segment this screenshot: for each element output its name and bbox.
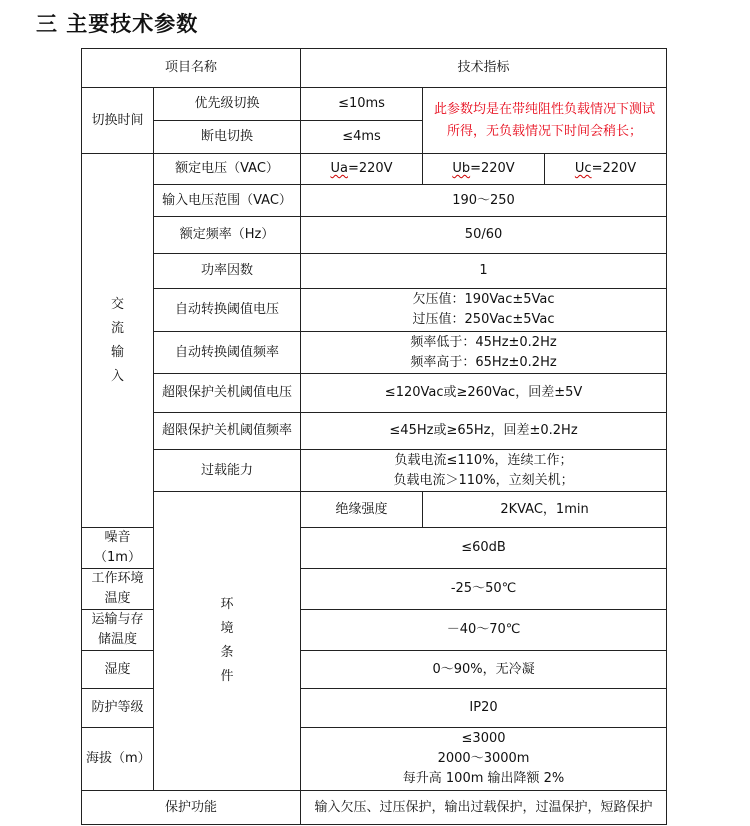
header-item-name: 项目名称 [82, 49, 301, 88]
value-line: 欠压值：190Vac±5Vac [412, 292, 555, 307]
row-label: 海拔（m） [82, 728, 154, 791]
row-value: －40～70℃ [301, 610, 667, 651]
group-char: 输 [110, 344, 124, 360]
row-label: 断电切换 [154, 121, 301, 154]
row-label: 运输与存储温度 [82, 610, 154, 651]
note-line: 此参数均是在带纯阻性负载情况下测试 [434, 101, 656, 117]
table-row [82, 450, 667, 492]
group-char: 条 [220, 645, 234, 660]
row-value: 0～90%，无冷凝 [301, 651, 667, 689]
table-row [82, 374, 667, 413]
row-label: 超限保护关机阈值电压 [154, 374, 301, 413]
row-label: 湿度 [82, 651, 154, 689]
row-label: 功率因数 [154, 254, 301, 289]
row-label: 自动转换阈值电压 [154, 289, 301, 332]
note-line: 所得，无负载情况下时间会稍长； [447, 123, 643, 139]
rated-voltage-ua: Ua=220V [301, 154, 423, 185]
value-line: 负载电流≤110%，连续工作； [394, 452, 573, 468]
table-row [82, 254, 667, 289]
value-line: 负载电流＞110%，立刻关机； [393, 472, 574, 488]
row-label: 额定频率（Hz） [154, 217, 301, 254]
row-value: ≤45Hz或≥65Hz，回差±0.2Hz [301, 413, 667, 450]
row-value: 50/60 [301, 217, 667, 254]
value-line: 过压值：250Vac±5Vac [412, 312, 555, 327]
group-switch-time: 切换时间 [82, 88, 154, 154]
row-value: 输入欠压、过压保护，输出过载保护，过温保护，短路保护 [301, 791, 667, 825]
row-value: ≤60dB [301, 528, 667, 569]
row-label: 保护功能 [82, 791, 301, 825]
value-line: 2000～3000m [437, 751, 530, 766]
row-label: 自动转换阈值频率 [154, 332, 301, 374]
header-index: 技术指标 [301, 49, 667, 88]
group-char: 件 [220, 669, 234, 684]
page-title: 三 主要技术参数 [36, 11, 199, 36]
group-char: 境 [220, 621, 234, 636]
row-value: 190～250 [301, 185, 667, 217]
row-value: IP20 [301, 689, 667, 728]
row-label: 输入电压范围（VAC） [154, 185, 301, 217]
table-row [82, 289, 667, 332]
value-line: 频率低于：45Hz±0.2Hz [410, 334, 557, 350]
row-label: 额定电压（VAC） [154, 154, 301, 185]
row-label: 优先级切换 [154, 88, 301, 121]
row-label: 超限保护关机阈值频率 [154, 413, 301, 450]
group-environment [154, 492, 301, 791]
row-label: 防护等级 [82, 689, 154, 728]
table-row [82, 791, 667, 825]
value-line: 频率高于：65Hz±0.2Hz [410, 354, 557, 370]
table-row [82, 217, 667, 254]
table-row [82, 154, 667, 185]
row-value: ≤120Vac或≥260Vac，回差±5V [301, 374, 667, 413]
row-label: 噪音（1m） [82, 528, 154, 569]
group-ac-input [82, 154, 154, 528]
group-char: 入 [110, 368, 124, 384]
row-value: ≤10ms [301, 88, 423, 121]
row-value: 1 [301, 254, 667, 289]
row-label: 绝缘强度 [301, 492, 423, 528]
row-value: ≤4ms [301, 121, 423, 154]
row-value: 2KVAC，1min [423, 492, 667, 528]
group-char: 交 [110, 296, 124, 312]
row-label: 工作环境温度 [82, 569, 154, 610]
row-value [301, 332, 667, 374]
table-row [82, 332, 667, 374]
table-header-row [82, 49, 667, 88]
group-char: 流 [110, 320, 124, 336]
table-row [82, 88, 667, 121]
row-label: 过载能力 [154, 450, 301, 492]
value-line: ≤3000 [461, 731, 506, 746]
row-value [301, 728, 667, 791]
row-value [301, 289, 667, 332]
switch-time-note [423, 88, 667, 154]
row-value: -25～50℃ [301, 569, 667, 610]
table-row [82, 185, 667, 217]
group-char: 环 [220, 597, 234, 612]
row-value [301, 450, 667, 492]
rated-voltage-ub: Ub=220V [423, 154, 545, 185]
spec-table [81, 48, 667, 825]
table-row [82, 413, 667, 450]
value-line: 每升高 100m 输出降额 2% [402, 771, 565, 786]
table-row [82, 492, 667, 528]
rated-voltage-uc: Uc=220V [545, 154, 667, 185]
